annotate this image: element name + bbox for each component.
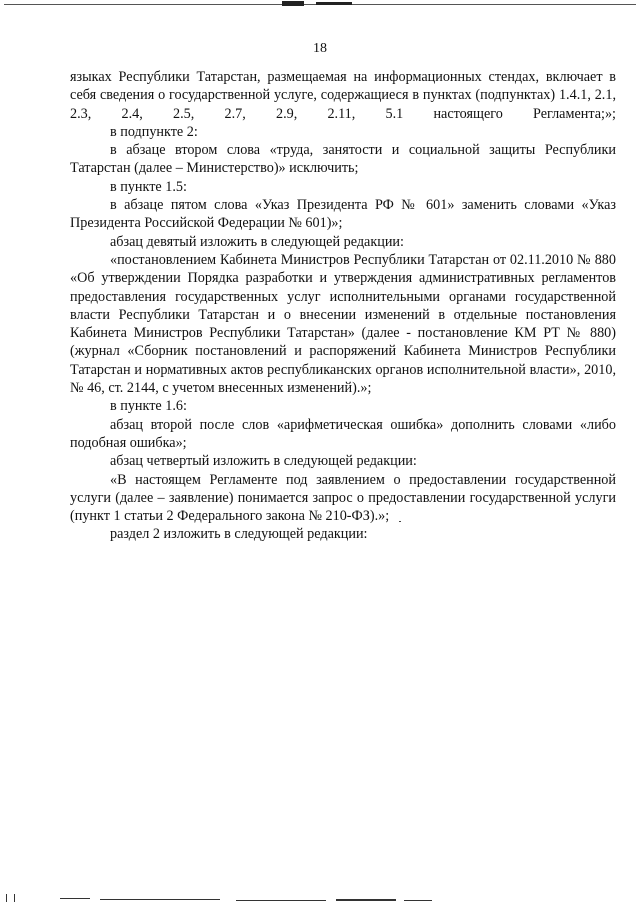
paragraph: в подпункте 2: — [110, 123, 198, 140]
scan-bottom-edge — [0, 892, 640, 905]
scan-artifact — [236, 900, 326, 901]
scan-artifact — [316, 2, 352, 5]
scan-artifact — [14, 894, 15, 902]
scan-artifact — [404, 900, 432, 901]
scan-artifact — [60, 898, 90, 899]
paragraph: раздел 2 изложить в следующей редакции: — [110, 526, 368, 543]
paragraph: в пункте 1.5: — [110, 178, 187, 195]
paragraph: в абзаце втором слова «труда, занятости и социальной защиты Республики Татарстан (далее – Министерство)» исключить; — [70, 142, 616, 177]
scan-top-edge — [0, 0, 640, 8]
scan-artifact — [6, 894, 7, 902]
document-body — [70, 68, 616, 544]
paragraph: в пункте 1.6: — [110, 398, 187, 415]
paragraph: языках Республики Татарстан, размещаемая на информационных стендах, включает в себя сведения о государственной услуге, содержащиеся в пунктах (подпунктах) 1.4.1, 2.1, 2.3, 2.4, 2.5, 2.7, 2.9, 2.11, 5.1 настоящего Регламента;»; — [70, 69, 616, 122]
paragraph: абзац девятый изложить в следующей редакции: — [110, 233, 404, 250]
paragraph: «постановлением Кабинета Министров Республики Татарстан от 02.11.2010 № 880 «Об утверждении Порядка разработки и утверждения административных регламентов предоставления государственных услуг исполнительными органами государственной власти Республики Татарстан и о внесении изменений в отдельные постановления Кабинета Министров Республики Татарстан» (далее - постановление КМ РТ № 880) (журнал «Сборник постановлений и распоряжений Кабинета Министров Республики Татарстан и нормативных актов республиканских органов исполнительной власти», 2010, № 46, ст. 2144, с учетом внесенных изменений).»; — [70, 251, 616, 397]
paragraph: абзац второй после слов «арифметическая ошибка» дополнить словами «либо подобная ошибка»; — [70, 416, 616, 451]
paragraph: в абзаце пятом слова «Указ Президента РФ № 601» заменить словами «Указ Президента Российской Федерации № 601)»; — [70, 197, 616, 232]
scan-speck — [399, 521, 401, 522]
page-number: 18 — [313, 41, 327, 56]
scan-artifact — [336, 899, 396, 901]
scan-artifact — [100, 899, 220, 900]
scan-artifact — [282, 1, 304, 6]
paragraph: «В настоящем Регламенте под заявлением о предоставлении государственной услуги (далее – заявление) понимается запрос о предоставлении государственной услуги (пункт 1 статьи 2 Федерального закона № 210-ФЗ).»; — [70, 471, 616, 525]
paragraph: абзац четвертый изложить в следующей редакции: — [110, 453, 417, 470]
